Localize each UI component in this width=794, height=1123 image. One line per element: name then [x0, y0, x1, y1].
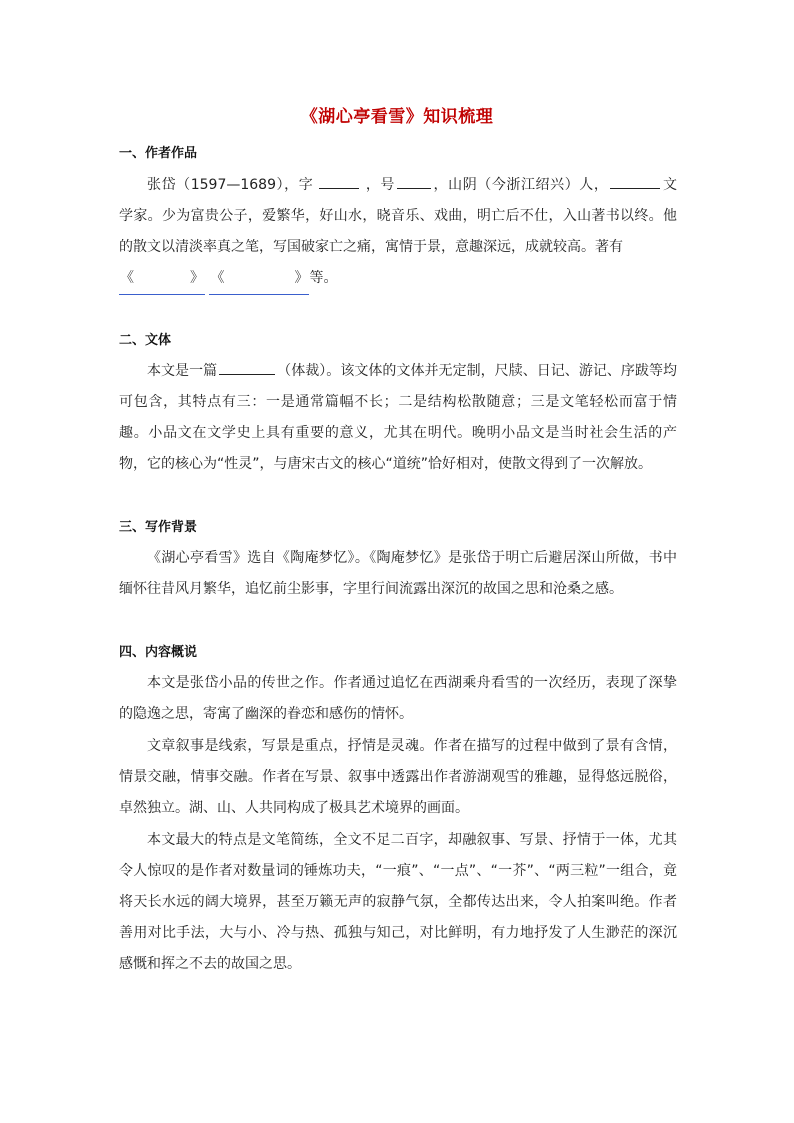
- genre-blank: [219, 358, 275, 375]
- author-text-b: ，号: [365, 177, 395, 193]
- section-heading-summary: 四、内容概说: [119, 645, 198, 660]
- courtesy-name-blank: [319, 172, 359, 189]
- summary-paragraph-2: 文章叙事是线索，写景是重点，抒情是灵魂。作者在描写的过程中做到了景有含情，情景交融，情事交融。作者在写景、叙事中透露出作者游湖观雪的雅趣，显得悠远脱俗，卓然独立。湖、山、人共同构成了极具艺术境界的画面。: [119, 738, 677, 816]
- summary-paragraph-3: 本文最大的特点是文笔简练，全文不足二百字，却融叙事、写景、抒情于一体，尤其令人惊叹的是作者对数量词的锤炼功夫，“一痕”、“一点”、“一芥”、“两三粒”一组合，竟将天长水远的阔大境界，甚至万籁无声的寂静气氛，全都传达出来，令人拍案叫绝。作者善用对比手法，大与小、冷与热、孤独与知己，对比鲜明，有力地抒发了人生渺茫的深沉感慨和挥之不去的故国之思。: [119, 832, 677, 972]
- section-heading-genre: 二、文体: [119, 333, 172, 348]
- author-text-a: 张岱（1597—1689），字: [147, 177, 314, 193]
- document-title: 《湖心亭看雪》知识梳理: [300, 107, 494, 127]
- background-paragraph: 《湖心亭看雪》选自《陶庵梦忆》。《陶庵梦忆》是张岱于明亡后避居深山所做，书中缅怀往昔风月繁华，追忆前尘影事，字里行间流露出深沉的故国之思和沧桑之感。: [119, 550, 677, 597]
- genre-text-b: （体裁）。该文体的文体并无定制，尺牍、日记、游记、序跋等均可包含，其特点有三：一是通常篇幅不长；二是结构松散随意；三是文笔轻松而富于情趣。小品文在文学史上具有重要的意义，尤其在明代。晚明小品文是当时社会生活的产物，它的核心为“性灵”，与唐宋古文的核心“道统”恰好相对，使散文得到了一次解放。: [119, 363, 678, 472]
- author-paragraph: [119, 170, 677, 295]
- genre-text-a: 本文是一篇: [147, 363, 218, 379]
- dynasty-blank: [610, 172, 660, 189]
- art-name-blank: [397, 172, 431, 189]
- section-heading-author: 一、作者作品: [119, 146, 198, 161]
- genre-paragraph: [119, 356, 677, 480]
- work-title-blank-1: 《 》: [119, 263, 205, 295]
- section-heading-background: 三、写作背景: [119, 520, 198, 535]
- author-text-d: 文学家。少为富贵公子，爱繁华，好山水，晓音乐、戏曲，明亡后不仕，入山著书以终。他的散文以清淡率真之笔，写国破家亡之痛，寓情于景，意趣深远，成就较高。著有: [119, 177, 678, 255]
- summary-paragraph-1: 本文是张岱小品的传世之作。作者通过追忆在西湖乘舟看雪的一次经历，表现了深挚的隐逸之思，寄寓了幽深的眷恋和感伤的情怀。: [119, 675, 677, 722]
- work-title-blank-2: 《 》: [209, 263, 309, 295]
- author-text-e: 等。: [309, 270, 338, 286]
- author-text-c: ，山阴（今浙江绍兴）人，: [432, 177, 609, 193]
